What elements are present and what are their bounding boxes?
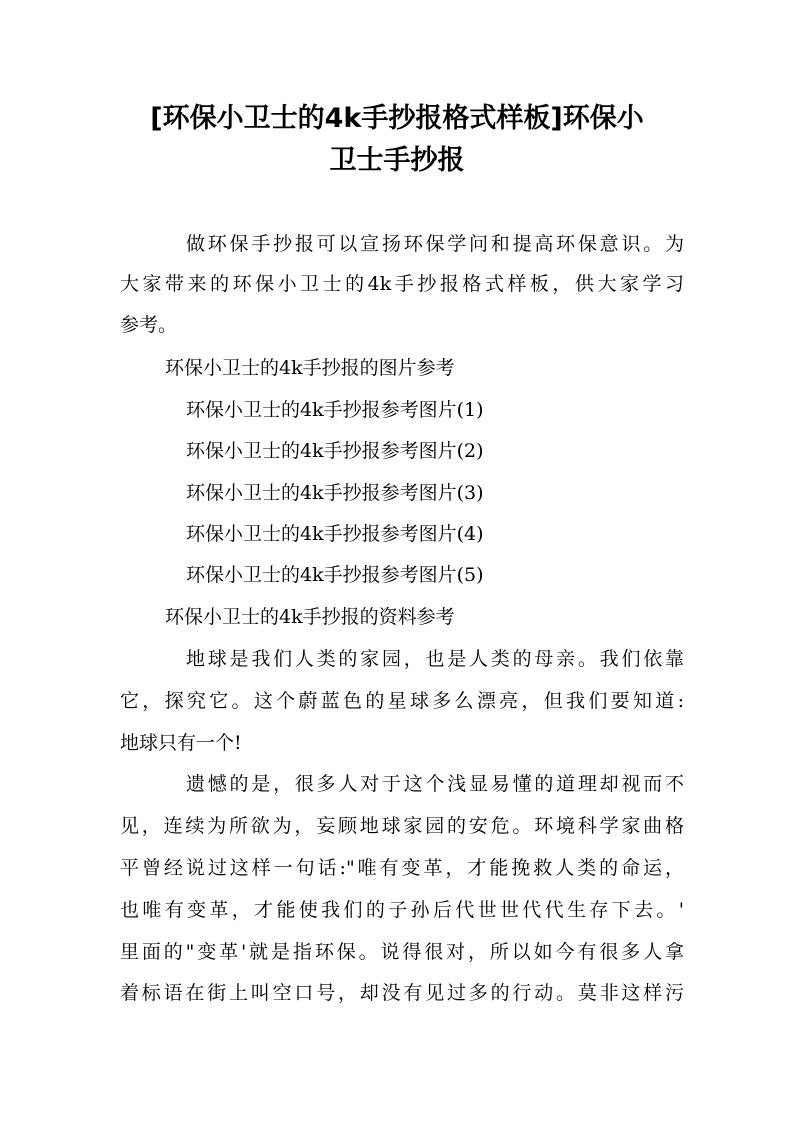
section-heading-materials: 环保小卫士的4k手抄报的资料参考 [165,606,455,628]
image-ref-3: 环保小卫士的4k手抄报参考图片(3) [186,482,484,504]
document-title-line-1: [环保小卫士的4k手抄报格式样板]环保小 [150,103,644,134]
para2-line-5: 里面的"变革'就是指环保。说得很对，所以如今有很多人拿 [120,941,684,963]
document-title-line-2: 卫士手抄报 [329,145,465,176]
image-ref-4: 环保小卫士的4k手抄报参考图片(4) [186,523,484,545]
intro-line-1: 做环保手抄报可以宣扬环保学问和提高环保意识。为 [186,233,684,255]
image-ref-1: 环保小卫士的4k手抄报参考图片(1) [186,399,484,421]
image-ref-2: 环保小卫士的4k手抄报参考图片(2) [186,440,484,462]
para1-line-2: 它，探究它。这个蔚蓝色的星球多么漂亮，但我们要知道: [120,690,684,712]
para2-line-3: 平曾经说过这样一句话:"唯有变革，才能挽救人类的命运， [120,857,684,879]
para2-line-2: 见，连续为所欲为，妄顾地球家园的安危。环境科学家曲格 [120,815,684,837]
image-ref-5: 环保小卫士的4k手抄报参考图片(5) [186,564,484,586]
para2-line-6: 着标语在街上叫空口号，却没有见过多的行动。莫非这样污 [120,982,684,1004]
section-heading-images: 环保小卫士的4k手抄报的图片参考 [165,357,455,379]
para1-line-3: 地球只有一个! [120,732,242,754]
para1-line-1: 地球是我们人类的家园，也是人类的母亲。我们依靠 [186,648,684,670]
intro-line-3: 参考。 [120,314,178,336]
para2-line-1: 遗憾的是，很多人对于这个浅显易懂的道理却视而不 [186,773,684,795]
intro-line-2: 大家带来的环保小卫士的4k手抄报格式样板，供大家学习 [120,273,684,295]
para2-line-4: 也唯有变革，才能使我们的子孙后代世世代代生存下去。' [120,899,684,921]
